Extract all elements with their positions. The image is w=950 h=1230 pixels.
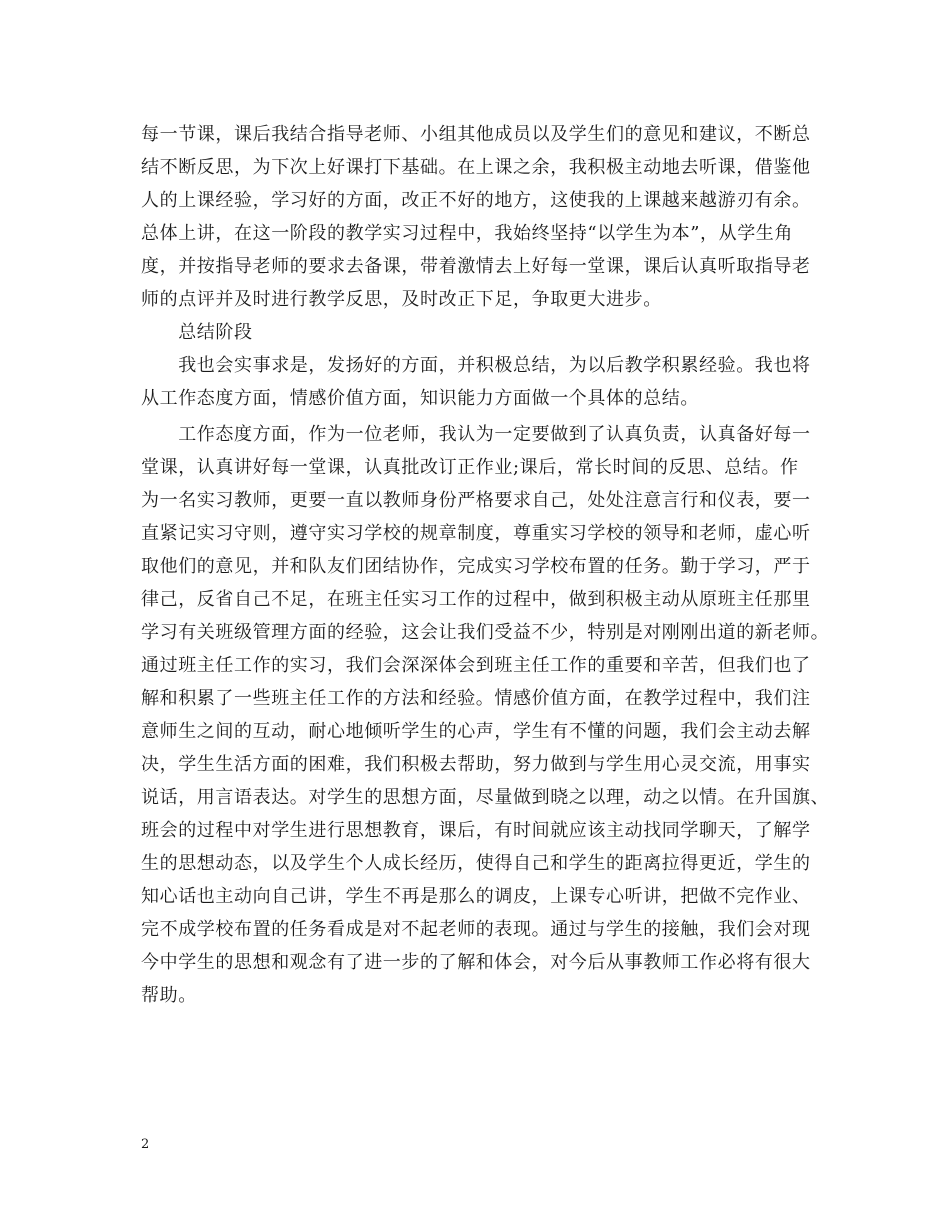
text-line: 生的思想动态，以及学生个人成长经历，使得自己和学生的距离拉得更近，学生的 <box>141 853 811 874</box>
text-line: 总体上讲，在这一阶段的教学实习过程中，我始终坚持“以学生为本”，从学生角 <box>141 223 794 244</box>
text-line: 直紧记实习守则，遵守实习学校的规章制度，尊重实习学校的领导和老师，虚心听 <box>141 523 811 544</box>
text-line: 每一节课，课后我结合指导老师、小组其他成员以及学生们的意见和建议，不断总 <box>141 124 811 145</box>
text-line: 今中学生的思想和观念有了进一步的了解和体会，对今后从事教师工作必将有很大 <box>141 952 811 973</box>
text-line: 取他们的意见，并和队友们团结协作，完成实习学校布置的任务。勤于学习，严于 <box>141 556 811 577</box>
text-line: 人的上课经验，学习好的方面，改正不好的地方，这使我的上课越来越游刃有余。 <box>141 190 811 211</box>
text-line: 说话，用言语表达。对学生的思想方面，尽量做到晓之以理，动之以情。在升国旗、 <box>141 787 830 808</box>
text-line: 师的点评并及时进行教学反思，及时改正下足，争取更大进步。 <box>141 289 662 310</box>
text-line: 知心话也主动向自己讲，学生不再是那么的调皮，上课专心听讲，把做不完作业、 <box>141 886 811 907</box>
text-line: 我也会实事求是，发扬好的方面，并积极总结，为以后教学积累经验。我也将 <box>141 355 811 376</box>
text-line: 完不成学校布置的任务看成是对不起老师的表现。通过与学生的接触，我们会对现 <box>141 919 811 940</box>
text-line: 度，并按指导老师的要求去备课，带着激情去上好每一堂课，课后认真听取指导老 <box>141 256 811 277</box>
text-line: 为一名实习教师，更要一直以教师身份严格要求自己，处处注意言行和仪表，要一 <box>141 490 811 511</box>
text-line: 班会的过程中对学生进行思想教育，课后，有时间就应该主动找同学聊天，了解学 <box>141 820 811 841</box>
text-line: 学习有关班级管理方面的经验，这会让我们受益不少，特别是对刚刚出道的新老师。 <box>141 622 830 643</box>
text-line: 结不断反思，为下次上好课打下基础。在上课之余，我积极主动地去听课，借鉴他 <box>141 157 811 178</box>
text-line: 工作态度方面，作为一位老师，我认为一定要做到了认真负责，认真备好每一 <box>141 424 811 445</box>
text-line: 通过班主任工作的实习，我们会深深体会到班主任工作的重要和辛苦，但我们也了 <box>141 655 811 676</box>
section-heading: 总结阶段 <box>141 322 253 343</box>
text-line: 帮助。 <box>141 985 197 1006</box>
body-text <box>141 118 830 1012</box>
text-line: 律己，反省自己不足，在班主任实习工作的过程中，做到积极主动从原班主任那里 <box>141 589 811 610</box>
text-line: 堂课，认真讲好每一堂课，认真批改订正作业;课后，常长时间的反思、总结。作 <box>141 457 799 478</box>
text-line: 决，学生生活方面的困难，我们积极去帮助，努力做到与学生用心灵交流，用事实 <box>141 754 811 775</box>
page-number: 2 <box>141 1137 150 1152</box>
text-line: 意师生之间的互动，耐心地倾听学生的心声，学生有不懂的问题，我们会主动去解 <box>141 721 811 742</box>
text-line: 从工作态度方面，情感价值方面，知识能力方面做一个具体的总结。 <box>141 388 699 409</box>
text-line: 解和积累了一些班主任工作的方法和经验。情感价值方面，在教学过程中，我们注 <box>141 688 811 709</box>
